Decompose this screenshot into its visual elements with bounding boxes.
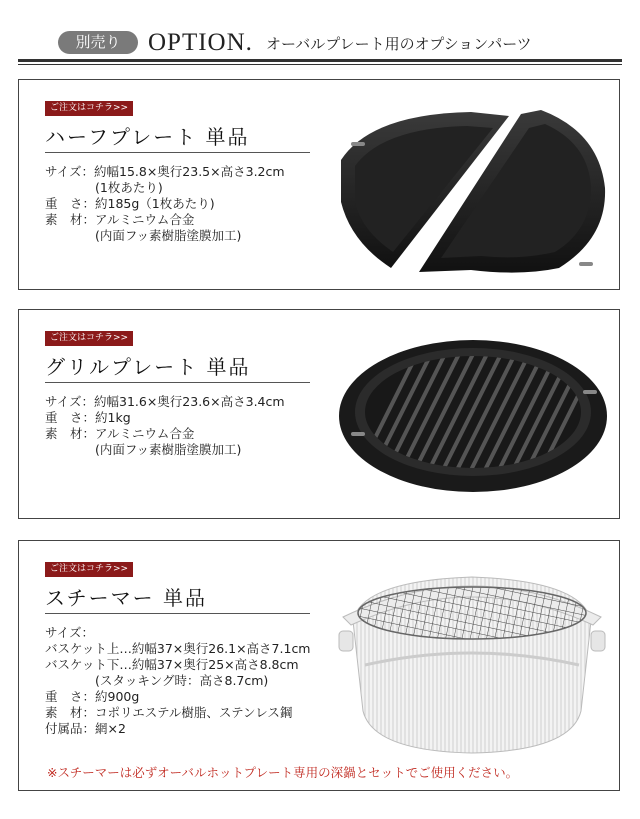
spec-line: 重 さ：約900g — [45, 689, 140, 704]
product-title: スチーマー 単品 — [45, 586, 207, 610]
spec-line: (スタッキング時：高さ8.7cm) — [95, 673, 269, 688]
separately-sold-badge: 別売り — [58, 31, 138, 54]
header-rule — [18, 59, 622, 62]
spec-line: (内面フッ素樹脂塗膜加工) — [95, 228, 242, 243]
section-header — [18, 26, 622, 62]
half-plate-image — [331, 92, 611, 282]
spec-line: バスケット下…約幅37×奥行25×高さ8.8cm — [45, 657, 299, 672]
product-specs — [45, 164, 285, 244]
spec-line: 付属品：網×2 — [45, 721, 126, 736]
option-subtitle: オーバルプレート用のオプションパーツ — [266, 35, 532, 53]
product-card-steamer — [18, 540, 620, 791]
steamer-image — [331, 561, 613, 761]
order-link[interactable]: ご注文はコチラ>> — [45, 562, 133, 577]
spec-line: 素 材：コポリエステル樹脂、ステンレス鋼 — [45, 705, 293, 720]
spec-line: 素 材：アルミニウム合金 — [45, 426, 195, 441]
spec-line: サイズ：約幅31.6×奥行23.6×高さ3.4cm — [45, 394, 285, 409]
option-heading: OPTION. — [148, 29, 253, 56]
product-card-half-plate — [18, 79, 620, 290]
steamer-usage-note: ※スチーマーは必ずオーバルホットプレート専用の深鍋とセットでご使用ください。 — [47, 765, 519, 780]
title-underline — [45, 382, 310, 383]
spec-line: 重 さ：約1kg — [45, 410, 131, 425]
product-title: ハーフプレート 単品 — [45, 125, 250, 149]
spec-line: 重 さ：約185g（1枚あたり) — [45, 196, 215, 211]
order-link[interactable]: ご注文はコチラ>> — [45, 331, 133, 346]
spec-line: 素 材：アルミニウム合金 — [45, 212, 195, 227]
grill-plate-image — [333, 332, 613, 500]
product-card-grill-plate — [18, 309, 620, 519]
spec-line: (1枚あたり) — [95, 180, 163, 195]
product-title: グリルプレート 単品 — [45, 355, 251, 379]
title-underline — [45, 152, 310, 153]
product-specs — [45, 625, 311, 737]
spec-line: サイズ： — [45, 625, 95, 640]
header-rule-thin — [18, 64, 622, 65]
spec-line: (内面フッ素樹脂塗膜加工) — [95, 442, 242, 457]
title-underline — [45, 613, 310, 614]
order-link[interactable]: ご注文はコチラ>> — [45, 101, 133, 116]
spec-line: バスケット上…約幅37×奥行26.1×高さ7.1cm — [45, 641, 311, 656]
product-specs — [45, 394, 285, 458]
spec-line: サイズ：約幅15.8×奥行23.5×高さ3.2cm — [45, 164, 285, 179]
